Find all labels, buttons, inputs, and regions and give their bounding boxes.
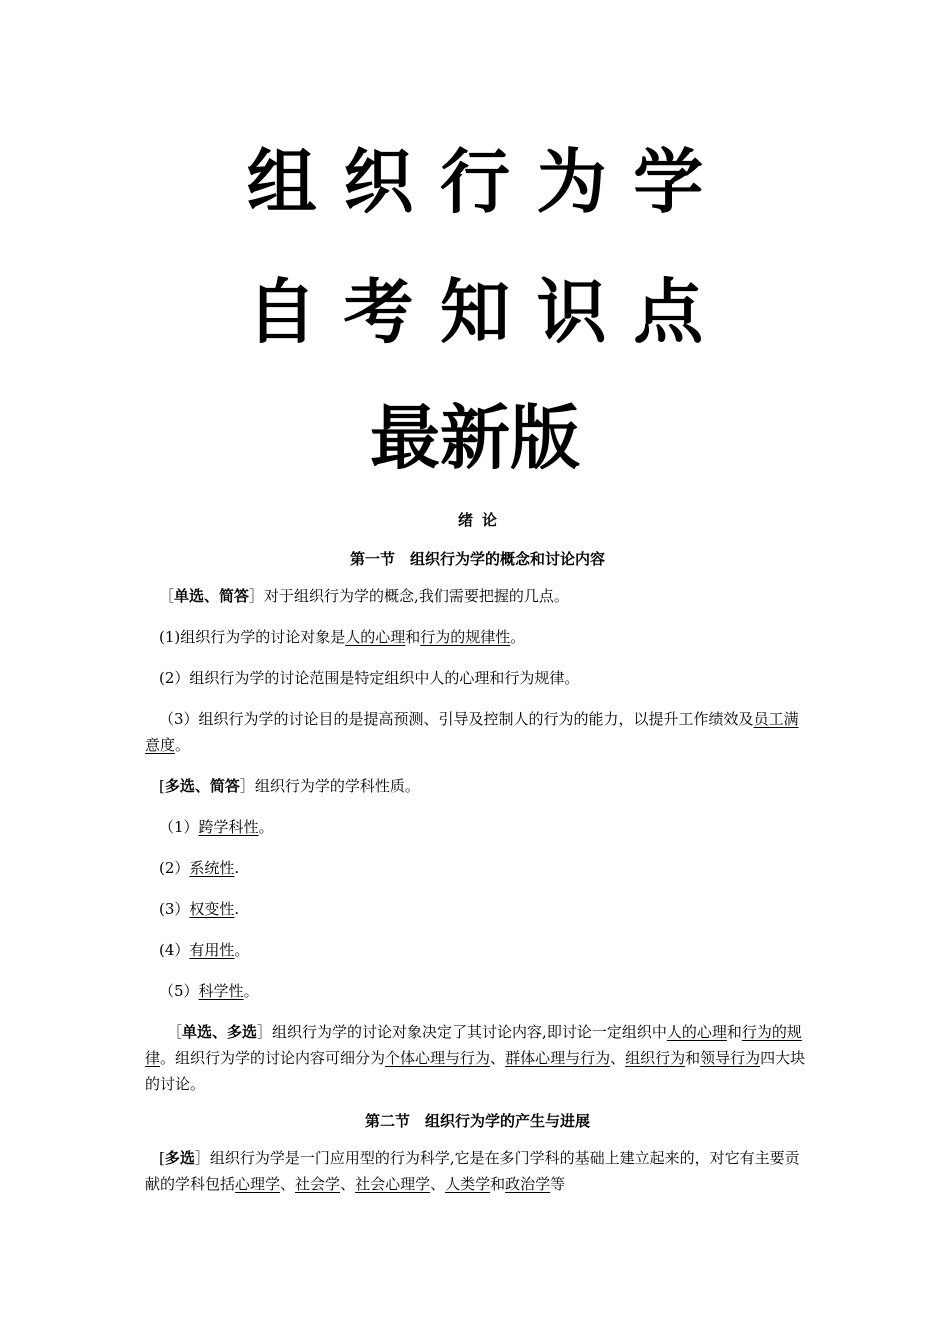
keyword-underlined: 人的心理 (345, 628, 406, 646)
text-run: 和 (490, 1175, 506, 1193)
cover-title-line2: 自考知识点 (246, 271, 730, 353)
text-run: 、 (280, 1175, 296, 1193)
keyword-underlined: 员工满意度 (145, 710, 799, 754)
paragraph-concept-points (145, 583, 810, 609)
keyword-underlined: 群体心理与行为 (505, 1049, 611, 1067)
list-item (145, 896, 810, 922)
text-run: 、 (430, 1175, 446, 1193)
text-run: 。 (175, 736, 191, 754)
text-run: 。 (258, 818, 274, 836)
keyword-underlined: 个体心理与行为 (385, 1049, 491, 1067)
bracket-right: ］ (249, 587, 265, 605)
bracket-left: ［ (159, 587, 175, 605)
text-run: (3） (159, 900, 190, 918)
document-body (145, 505, 810, 1197)
text-run: 和 (405, 628, 421, 646)
section1-heading: 第一节 组织行为学的概念和讨论内容 (349, 550, 605, 568)
paragraph-research-content (145, 1019, 810, 1097)
bracket-right: ］ (257, 1023, 273, 1041)
keyword-underlined: 心理学 (235, 1175, 281, 1193)
text-run: (2） (159, 859, 190, 877)
paragraph-item-purpose (145, 706, 810, 758)
text-run: . (234, 900, 240, 918)
text-run: (1)组织行为学的讨论对象是 (159, 628, 346, 646)
cover-title-line1: 组织行为学 (246, 141, 730, 223)
keyword-underlined: 社会心理学 (355, 1175, 431, 1193)
keyword-underlined: 行为的规律性 (420, 628, 511, 646)
keyword-underlined: 领导行为 (700, 1049, 761, 1067)
bracket-left: ［ (167, 1023, 183, 1041)
text-run: 。组织行为学的讨论内容可细分为 (160, 1049, 386, 1067)
question-type-tag: 单选、多选 (182, 1023, 258, 1041)
question-type-tag: 多选 (164, 1149, 195, 1167)
text-run: 。 (234, 941, 250, 959)
text-run: 、 (490, 1049, 506, 1067)
keyword-underlined: 科学性 (198, 982, 244, 1000)
list-item (145, 814, 810, 840)
text-run: 、 (610, 1049, 626, 1067)
keyword-underlined: 政治学 (505, 1175, 551, 1193)
text-run: (2）组织行为学的讨论范围是特定组织中人的心理和行为规律。 (159, 669, 580, 687)
list-item (145, 937, 810, 963)
keyword-underlined: 人类学 (445, 1175, 491, 1193)
text-run: 组织行为学是一门应用型的行为科学,它是在多门学科的基础上建立起来的，对它有主要贡献的学科包括 (145, 1149, 800, 1193)
chapter-heading: 绪论 (457, 511, 506, 529)
text-run: 和 (726, 1023, 742, 1041)
text-run: 、 (340, 1175, 356, 1193)
text-run: 等 (550, 1175, 566, 1193)
question-type-tag: 多选、简答 (164, 777, 240, 795)
cover-title-line3: 最新版 (370, 397, 580, 479)
paragraph-contributing-disciplines (145, 1145, 810, 1197)
question-type-tag: 单选、简答 (174, 587, 250, 605)
text-run: 。 (243, 982, 259, 1000)
section2-heading: 第二节 组织行为学的产生与进展 (364, 1112, 590, 1130)
paragraph-discipline-nature (145, 773, 810, 799)
text-run: (4） (159, 941, 190, 959)
text-run: 和 (685, 1049, 701, 1067)
bracket-left: [ (159, 777, 165, 795)
list-item (145, 855, 810, 881)
text-run: . (234, 859, 240, 877)
keyword-underlined: 权变性 (189, 900, 235, 918)
keyword-underlined: 行为的规律 (145, 1023, 802, 1067)
text-run: （3）组织行为学的讨论目的是提高预测、引导及控制人的行为的能力，以提升工作绩效及 (159, 710, 754, 728)
keyword-underlined: 组织行为 (625, 1049, 686, 1067)
keyword-underlined: 社会学 (295, 1175, 341, 1193)
paragraph-text: 对于组织行为学的概念,我们需要把握的几点。 (264, 587, 569, 605)
keyword-underlined: 人的心理 (666, 1023, 727, 1041)
bracket-left: [ (159, 1149, 165, 1167)
text-run: 四大块的讨论。 (145, 1049, 806, 1093)
paragraph-item-scope (145, 665, 810, 691)
text-run: 组织行为学的讨论对象决定了其讨论内容,即讨论一定组织中 (272, 1023, 667, 1041)
paragraph-item-object (145, 624, 810, 650)
keyword-underlined: 系统性 (189, 859, 235, 877)
text-run: 。 (510, 628, 526, 646)
keyword-underlined: 跨学科性 (198, 818, 259, 836)
keyword-underlined: 有用性 (189, 941, 235, 959)
bracket-right: ］ (239, 777, 255, 795)
text-run: （1） (159, 818, 199, 836)
paragraph-text: 组织行为学的学科性质。 (254, 777, 420, 795)
list-item (145, 978, 810, 1004)
text-run: （5） (159, 982, 199, 1000)
bracket-right: ］ (194, 1149, 210, 1167)
